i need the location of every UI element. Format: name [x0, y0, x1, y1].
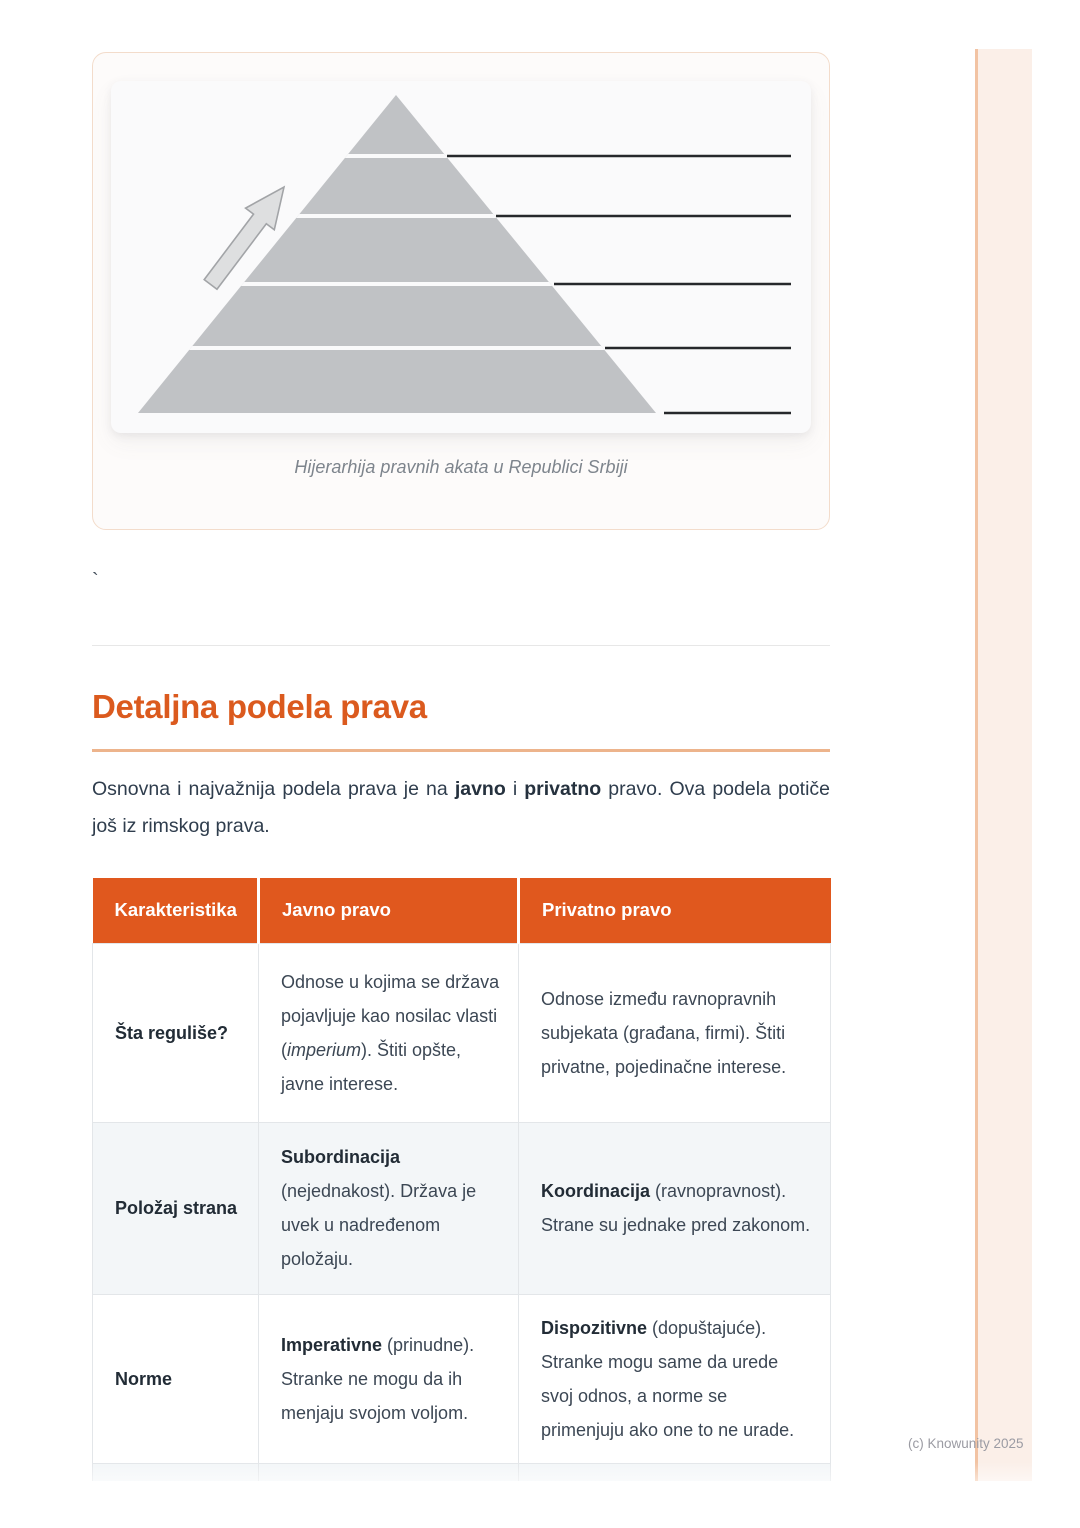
table-cell	[519, 1294, 831, 1463]
table-row	[93, 943, 831, 1122]
table-cell	[259, 1294, 519, 1463]
intro-paragraph	[92, 771, 830, 845]
header-privatno-pravo: Privatno pravo	[519, 878, 831, 943]
intro-bold-javno: javno	[454, 778, 506, 800]
intro-bold-privatno: privatno	[524, 778, 602, 800]
row-label: Položaj strana	[93, 1122, 259, 1294]
cell-text: (ravnopravnost). Strane su jednake pred zakonom.	[541, 1181, 811, 1235]
copyright-watermark: (c) Knowunity 2025	[908, 1436, 1024, 1451]
stray-backtick-char: `	[92, 570, 99, 592]
section-divider	[92, 645, 830, 646]
header-javno-pravo: Javno pravo	[259, 878, 519, 943]
table-cell	[259, 943, 519, 1122]
table-cell	[519, 1122, 831, 1294]
table-cell	[519, 1463, 831, 1481]
row-label: Šta reguliše?	[93, 943, 259, 1122]
page-edge-strip	[975, 49, 1032, 1481]
row-label: Norme	[93, 1294, 259, 1463]
cell-text: ). Štiti opšte, javne interese.	[281, 1039, 462, 1094]
intro-text: Osnovna i najvažnija podela prava je na	[92, 778, 455, 800]
comparison-table-wrap	[92, 878, 830, 1481]
cell-text: (prinudne). Stranke ne mogu da ih menjaju svojom voljom.	[281, 1334, 475, 1423]
figure-card	[111, 81, 811, 433]
cell-text: Odnose u kojima se država pojavljuje kao nosilac vlasti (	[281, 971, 500, 1060]
cell-bold: Subordinacija	[281, 1147, 401, 1167]
table-row	[93, 1294, 831, 1463]
section-title: Detaljna podela prava	[92, 688, 427, 725]
section-title-underline	[92, 749, 830, 752]
table-cell	[259, 1122, 519, 1294]
cell-bold: Koordinacija	[541, 1181, 651, 1201]
figure-container	[92, 52, 830, 530]
intro-text: pravo. Ova podela potiče još iz rimskog prava.	[92, 778, 831, 837]
cell-bold: Imperativne	[281, 1334, 383, 1355]
table-cell	[259, 1463, 519, 1481]
pyramid-icon	[138, 95, 656, 413]
cell-italic: imperium	[287, 1039, 362, 1060]
table-cell	[519, 943, 831, 1122]
table-row-cutoff	[93, 1463, 831, 1481]
table-row	[93, 1122, 831, 1294]
figure-caption: Hijerarhija pravnih akata u Republici Srbiji	[294, 457, 628, 477]
cell-text: (nejednakost). Država je uvek u nadređenom položaju.	[281, 1181, 477, 1269]
cell-text: (dopuštajuće). Stranke mogu same da urede svoj odnos, a norme se primenjuju ako one to ne urade.	[541, 1317, 795, 1440]
comparison-table	[92, 878, 831, 1481]
table-cell	[93, 1463, 259, 1481]
header-karakteristika: Karakteristika	[93, 878, 259, 943]
intro-text: i	[505, 778, 525, 800]
pyramid-diagram-icon	[111, 81, 811, 433]
cell-bold: Dispozitivne	[541, 1317, 648, 1338]
cell-text: Odnose između ravnopravnih subjekata (građana, firmi). Štiti privatne, pojedinačne interese.	[541, 988, 787, 1077]
table-header-row	[93, 878, 831, 943]
